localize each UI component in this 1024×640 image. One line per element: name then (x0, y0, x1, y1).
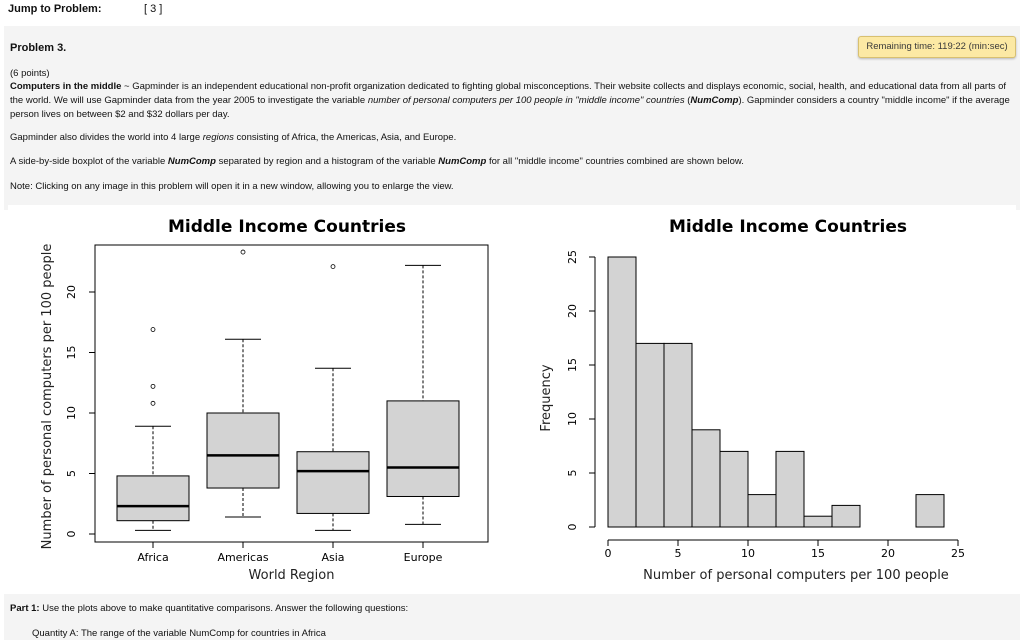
y-tick-label: 10 (566, 412, 579, 426)
part-panel (4, 594, 1020, 640)
problem-title: Problem 3. (10, 42, 67, 54)
histogram-bar (720, 451, 748, 527)
box-asia (297, 452, 369, 514)
outlier-point (151, 328, 155, 332)
para2-emphasis: regions (202, 132, 234, 143)
problem-link-3[interactable]: [ 3 ] (144, 3, 163, 15)
x-tick-label: 25 (951, 547, 965, 560)
y-axis-label: Number of personal computers per 100 people (40, 243, 55, 550)
histogram-bar (636, 343, 664, 527)
outlier-point (331, 265, 335, 269)
problem-panel (4, 26, 1020, 210)
histogram-bar (804, 516, 832, 527)
x-tick-label: 20 (881, 547, 895, 560)
part-1-instructions (10, 603, 408, 614)
para3-text: A side-by-side boxplot of the variable (10, 156, 168, 167)
x-tick-label: 10 (741, 547, 755, 560)
x-tick-label: Americas (217, 551, 269, 564)
boxplot-title: Middle Income Countries (167, 217, 407, 237)
y-tick-label: 25 (566, 250, 579, 264)
problem-intro (10, 80, 1014, 122)
histogram-bar (692, 430, 720, 527)
para3-text-3: for all "middle income" countries combined are shown below. (486, 156, 744, 167)
y-tick-label: 15 (566, 358, 579, 372)
histogram-bar (916, 495, 944, 527)
points-label: (6 points) (10, 68, 50, 79)
box-africa (117, 476, 189, 521)
remaining-time-badge: Remaining time: 119:22 (min:sec) (858, 36, 1016, 58)
histogram-image[interactable] (508, 205, 1016, 590)
histogram-bar (608, 257, 636, 527)
para3-variable-2: NumComp (438, 156, 487, 167)
outlier-point (151, 401, 155, 405)
histogram-bar (664, 343, 692, 527)
part-text: Use the plots above to make quantitative comparisons. Answer the following questions: (39, 603, 409, 614)
y-axis-label: Frequency (539, 364, 554, 432)
para2-text: Gapminder also divides the world into 4 large (10, 132, 203, 143)
box-europe (387, 401, 459, 497)
para3-text-2: separated by region and a histogram of the variable (215, 156, 439, 167)
y-tick-label: 5 (566, 469, 579, 477)
para2-text-2: consisting of Africa, the Americas, Asia, and Europe. (233, 132, 457, 143)
histogram-bar (832, 505, 860, 527)
x-tick-label: Africa (137, 551, 169, 564)
intro-variable: number of personal computers per 100 people in "middle income" countries (367, 95, 685, 106)
box-americas (207, 413, 279, 488)
intro-heading: Computers in the middle (10, 81, 122, 92)
intro-text-2: ( (684, 95, 691, 106)
plots-paragraph (10, 156, 744, 167)
y-tick-label: 0 (65, 530, 78, 538)
x-tick-label: Europe (403, 551, 443, 564)
y-tick-label: 20 (566, 304, 579, 318)
x-tick-label: Asia (321, 551, 345, 564)
outlier-point (241, 250, 245, 254)
x-tick-label: 15 (811, 547, 825, 560)
para3-variable-1: NumComp (167, 156, 216, 167)
y-tick-label: 0 (566, 523, 579, 531)
y-tick-label: 15 (65, 345, 78, 360)
x-tick-label: 0 (604, 547, 612, 560)
figures-area (8, 205, 1016, 590)
intro-text: ~ Gapminder is an independent educational non-profit organization dedicated to fighting global misconceptions. Their website collects and displays economic, social, health, and educational data from all parts of the world. We will use Gapminder data from the year 2005 to investigate the variable (10, 81, 1007, 106)
regions-paragraph (10, 132, 456, 143)
x-tick-label: 5 (674, 547, 682, 560)
outlier-point (151, 384, 155, 388)
note-paragraph: Note: Clicking on any image in this problem will open it in a new window, allowing you to enlarge the view. (10, 181, 454, 192)
y-tick-label: 5 (65, 470, 78, 477)
part-label: Part 1: (10, 603, 40, 614)
boxplot-image[interactable] (8, 205, 508, 590)
x-axis-label: World Region (248, 568, 335, 583)
quantity-a: Quantity A: The range of the variable NumComp for countries in Africa (32, 628, 326, 639)
intro-text-3: ). Gapminder considers a country "middle income" if the average person lives on between $2 and $32 dollars per day. (10, 95, 1010, 120)
intro-variable-abbr: NumComp (690, 95, 739, 106)
x-axis-label: Number of personal computers per 100 people (643, 568, 949, 583)
y-tick-label: 20 (65, 285, 78, 299)
histogram-bar (776, 451, 804, 527)
histogram-bar (748, 495, 776, 527)
y-tick-label: 10 (65, 406, 78, 420)
top-navigation (0, 0, 1024, 22)
histogram-title: Middle Income Countries (668, 217, 908, 237)
jump-to-problem-label: Jump to Problem: (8, 3, 102, 15)
